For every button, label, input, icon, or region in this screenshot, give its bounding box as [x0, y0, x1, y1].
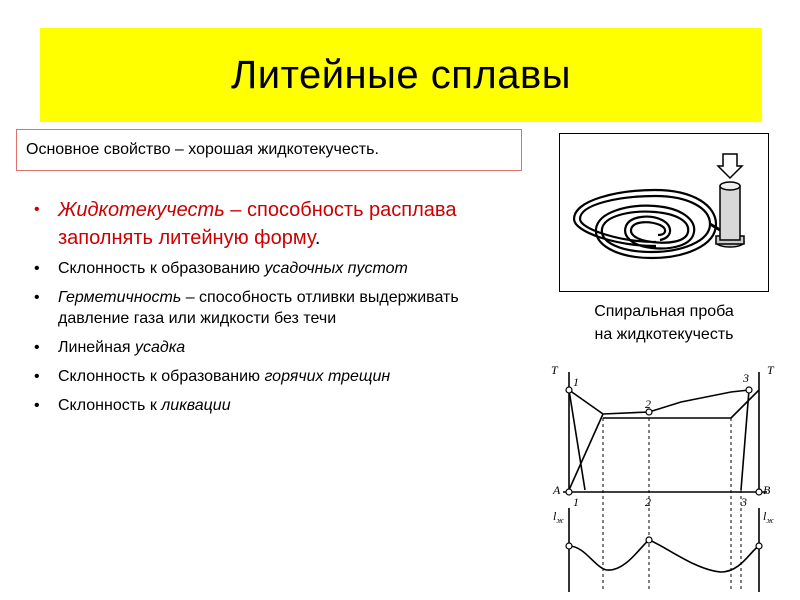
list-item-fluidity [34, 196, 534, 252]
list-item-linear-shrinkage [34, 337, 534, 358]
item-text: Склонность к [58, 397, 162, 414]
label-x-3: 3 [741, 495, 747, 509]
item-text: Склонность к образованию [58, 368, 265, 385]
item-text: Склонность к образованию [58, 260, 265, 277]
list-item-segregation [34, 395, 534, 416]
main-property-text: Основное свойство – хорошая жидкотекучесть. [26, 141, 379, 158]
item-text: Линейная [58, 339, 135, 356]
label-lz-right: $l_ж$ [763, 509, 774, 525]
spiral-caption [548, 300, 780, 346]
label-t-left: T [551, 363, 558, 377]
label-a: A [553, 483, 561, 497]
list-item-tightness [34, 287, 534, 329]
spiral-drawing [560, 134, 768, 291]
item-italic: Герметичность [58, 289, 182, 306]
label-x-1: 1 [573, 495, 579, 509]
fluidity-term: Жидкотекучесть [58, 199, 225, 221]
properties-list [34, 196, 534, 424]
label-x-2: 2 [645, 495, 651, 509]
down-arrow-icon [718, 154, 742, 178]
solidus-left [569, 390, 585, 490]
item-italic: усадка [134, 339, 186, 356]
item-italic: усадочных пустот [264, 260, 408, 277]
bullet-icon: • [34, 201, 40, 218]
label-point-3: 3 [743, 371, 749, 385]
caption-line-2: на жидкотекучесть [594, 326, 734, 343]
fluidity-dash: – [224, 199, 247, 221]
bullet-icon: • [34, 260, 40, 277]
bullet-icon: • [34, 368, 40, 385]
item-italic: ликвации [161, 397, 231, 414]
item-text: – способность отливки выдерживать давление газа или жидкости без течи [58, 289, 459, 327]
title-banner [40, 28, 762, 122]
fluidity-period: . [314, 227, 321, 249]
diagram-points [566, 387, 762, 495]
label-point-2: 2 [645, 397, 651, 411]
fluidity-phase-diagram [545, 360, 785, 592]
label-t-right: T [767, 363, 774, 377]
bullet-icon: • [34, 339, 40, 356]
spiral-channel [574, 190, 716, 258]
list-item-shrinkage-voids [34, 258, 534, 279]
caption-line-1: Спиральная проба [594, 303, 734, 320]
bullet-icon: • [34, 289, 40, 306]
solidus-right-2 [731, 390, 759, 418]
fluidity-definition: способность расплава заполнять литейную форму [58, 199, 457, 249]
page-title: Литейные сплавы [231, 52, 571, 97]
item-italic: горячих трещин [264, 368, 391, 385]
label-b: B [763, 483, 771, 497]
bullet-icon: • [34, 397, 40, 414]
label-point-1: 1 [573, 375, 579, 389]
list-item-hot-cracks [34, 366, 534, 387]
main-property-box [16, 129, 522, 171]
label-lz-left: $l_ж$ [553, 509, 564, 525]
liquidus-line [569, 390, 749, 414]
spiral-test-figure [559, 133, 769, 292]
diagram-drawing [545, 360, 785, 592]
